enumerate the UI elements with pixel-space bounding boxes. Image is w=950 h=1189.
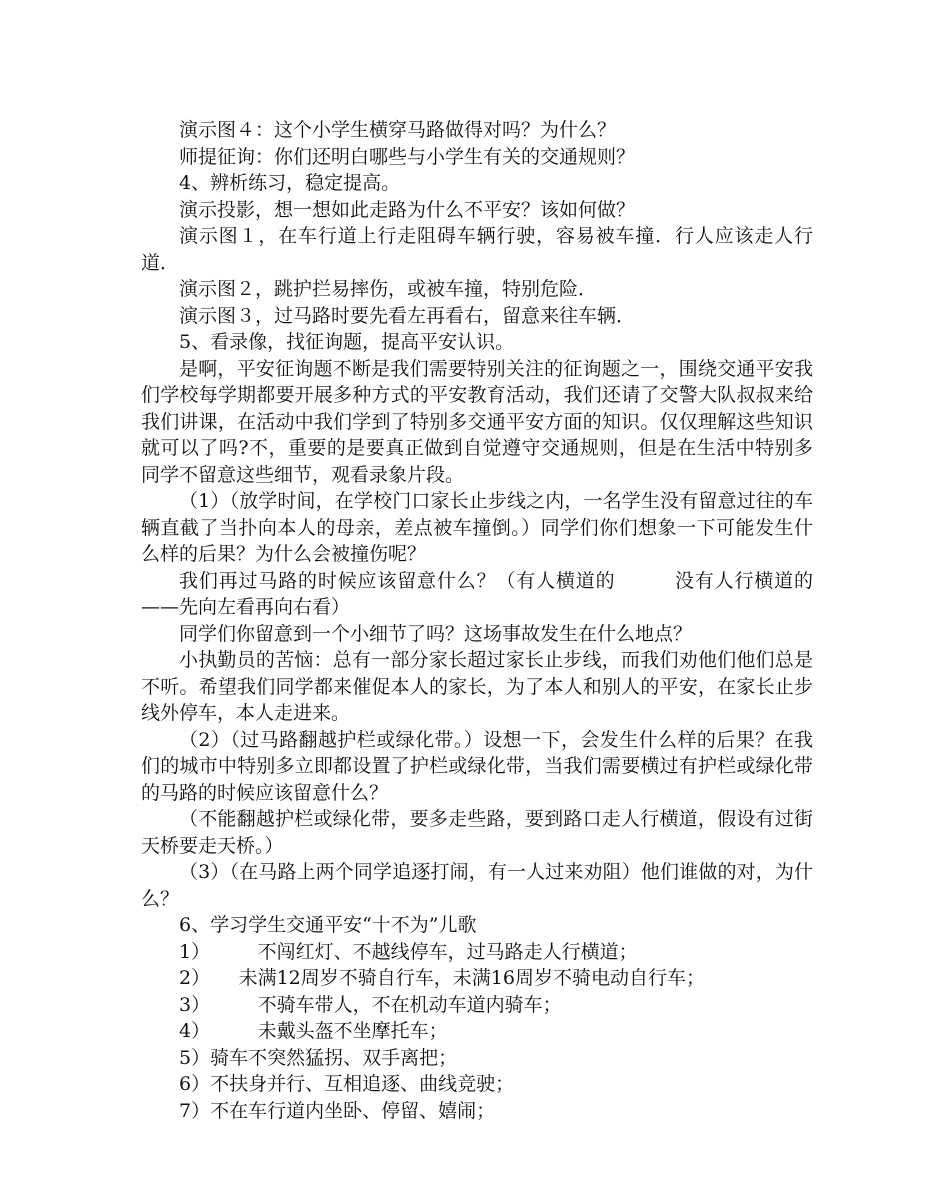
paragraph-case-1: （1）（放学时间，在学校门口家长止步线之内，一名学生没有留意过往的车辆直截了当扑向本人的母亲，差点被车撞倒。）同学们你们想象一下可能发生什么样的后果？为什么会被撞伤呢？ bbox=[141, 490, 813, 565]
paragraph-duty-worry: 小执勤员的苦恼：总有一部分家长超过家长止步线，而我们劝他们他们总是不听。希望我们同学都来催促本人的家长，为了本人和别人的平安，在家长止步线外停车，本人走进来。 bbox=[141, 649, 813, 724]
paragraph-step-6: 6、学习学生交通平安“十不为”儿歌 bbox=[179, 914, 477, 936]
paragraph-demo-figure-2: 演示图２，跳护拦易摔伤，或被车撞，特别危险． bbox=[179, 278, 598, 300]
paragraph-demo-figure-4: 演示图４：这个小学生横穿马路做得对吗？为什么？ bbox=[179, 119, 617, 141]
paragraph-case-3: （3）（在马路上两个同学追逐打闹，有一人过来劝阻）他们谁做的对，为什么？ bbox=[141, 861, 813, 910]
rule-item: 2） 未满12周岁不骑自行车，未满16周岁不骑电动自行车； bbox=[179, 967, 705, 989]
paragraph-step-5: 5、看录像，找征询题，提高平安认识。 bbox=[179, 331, 515, 353]
rule-item: 3） 不骑车带人，不在机动车道内骑车； bbox=[179, 993, 562, 1016]
paragraph-case-2-answer: （不能翻越护栏或绿化带，要多走些路，要到路口走人行横道，假设有过街天桥要走天桥。） bbox=[141, 808, 813, 857]
rule-item: 5）骑车不突然猛拐、双手离把； bbox=[179, 1046, 458, 1069]
body-text bbox=[141, 117, 813, 1124]
paragraph-projection: 演示投影，想一想如此走路为什么不平安？该如何做？ bbox=[179, 198, 636, 221]
paragraph-case-2: （2）（过马路翻越护栏或绿化带。）设想一下，会发生什么样的后果？在我们的城市中特别多立即都设置了护栏或绿化带，当我们需要横过有护栏或绿化带的马路的时候应该留意什么？ bbox=[141, 728, 813, 804]
rule-item: 4） 未戴头盔不坐摩托车； bbox=[179, 1020, 448, 1042]
paragraph-demo-figure-3: 演示图３，过马路时要先看左再看右，留意来往车辆． bbox=[179, 304, 636, 327]
paragraph-teacher-question: 师提征询：你们还明白哪些与小学生有关的交通规则？ bbox=[179, 145, 636, 168]
paragraph-step-4: 4、辨析练习，稳定提高。 bbox=[179, 172, 401, 194]
paragraph-crossing-attention: 我们再过马路的时候应该留意什么？（有人横道的 没有人行横道的——先向左看再向右看） bbox=[141, 569, 813, 618]
paragraph-safety-intro: 是啊，平安征询题不断是我们需要特别关注的征询题之一，围绕交通平安我们学校每学期都要开展多种方式的平安教育活动，我们还请了交警大队叔叔来给我们讲课，在活动中我们学到了特别多交通平安方面的知识。仅仅理解这些知识就可以了吗?不，重要的是要真正做到自觉遵守交通规则，但是在生活中特别多同学不留意这些细节，观看录象片段。 bbox=[141, 357, 813, 486]
paragraph-demo-figure-1: 演示图１，在车行道上行走阻碍车辆行驶，容易被车撞．行人应该走人行道． bbox=[141, 225, 813, 274]
rule-item: 6）不扶身并行、互相追逐、曲线竞驶； bbox=[179, 1073, 515, 1095]
rule-item: 7）不在车行道内坐卧、停留、嬉闹； bbox=[179, 1099, 496, 1122]
paragraph-detail-question: 同学们你留意到一个小细节了吗？这场事故发生在什么地点？ bbox=[179, 622, 693, 645]
rule-item: 1） 不闯红灯、不越线停车，过马路走人行横道； bbox=[179, 940, 638, 963]
